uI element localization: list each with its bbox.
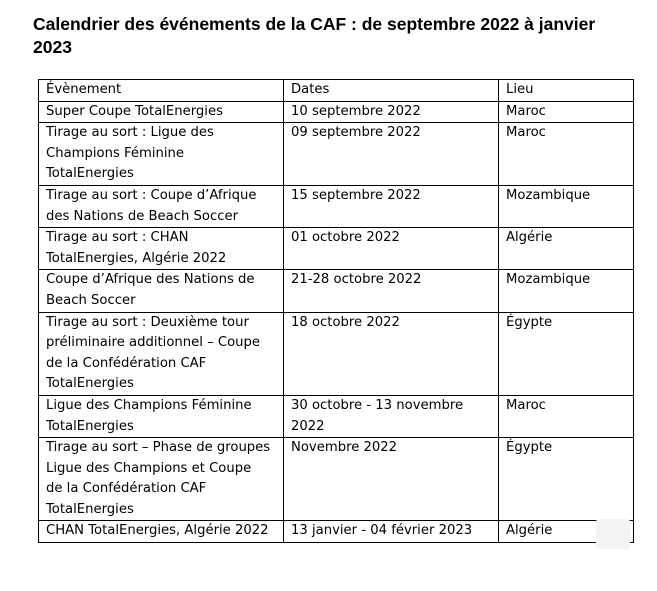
cell-dates: 09 septembre 2022 [284,123,499,186]
cell-dates: 18 octobre 2022 [284,312,499,395]
cell-event: Coupe d’Afrique des Nations de Beach Soccer [39,270,284,312]
cell-event: Tirage au sort – Phase de groupes Ligue des Champions et Coupe de la Confédération CAF TotalEnergies [39,438,284,521]
header-event: Évènement [39,80,284,102]
cell-event: Tirage au sort : Ligue des Champions Féminine TotalEnergies [39,123,284,186]
cell-place: Maroc [499,101,634,123]
table-row [39,438,634,521]
cell-dates: 10 septembre 2022 [284,101,499,123]
faint-corner-mark [596,519,630,549]
table-row [39,101,634,123]
cell-place: Égypte [499,312,634,395]
cell-dates: 01 octobre 2022 [284,228,499,270]
table-header-row [39,80,634,102]
events-table [38,79,634,543]
cell-event: Tirage au sort : Coupe d’Afrique des Nations de Beach Soccer [39,185,284,227]
cell-event: Tirage au sort : CHAN TotalEnergies, Algérie 2022 [39,228,284,270]
cell-event: Tirage au sort : Deuxième tour préliminaire additionnel – Coupe de la Confédération CAF TotalEnergies [39,312,284,395]
cell-place: Maroc [499,123,634,186]
cell-place: Algérie [499,228,634,270]
cell-event: CHAN TotalEnergies, Algérie 2022 [39,521,284,543]
cell-place: Algérie [499,521,634,543]
table-row [39,123,634,186]
table-row [39,312,634,395]
cell-place: Égypte [499,438,634,521]
cell-dates: 13 janvier - 04 février 2023 [284,521,499,543]
cell-place: Maroc [499,395,634,437]
cell-place: Mozambique [499,270,634,312]
table-row [39,185,634,227]
cell-dates: 21-28 octobre 2022 [284,270,499,312]
cell-event: Super Coupe TotalEnergies [39,101,284,123]
header-dates: Dates [284,80,499,102]
table-row [39,270,634,312]
table-row [39,521,634,543]
cell-event: Ligue des Champions Féminine TotalEnergies [39,395,284,437]
document-title: Calendrier des événements de la CAF : de septembre 2022 à janvier 2023 [33,14,596,57]
cell-dates: Novembre 2022 [284,438,499,521]
cell-place: Mozambique [499,185,634,227]
cell-dates: 30 octobre - 13 novembre 2022 [284,395,499,437]
header-place: Lieu [499,80,634,102]
table-row [39,228,634,270]
cell-dates: 15 septembre 2022 [284,185,499,227]
table-row [39,395,634,437]
